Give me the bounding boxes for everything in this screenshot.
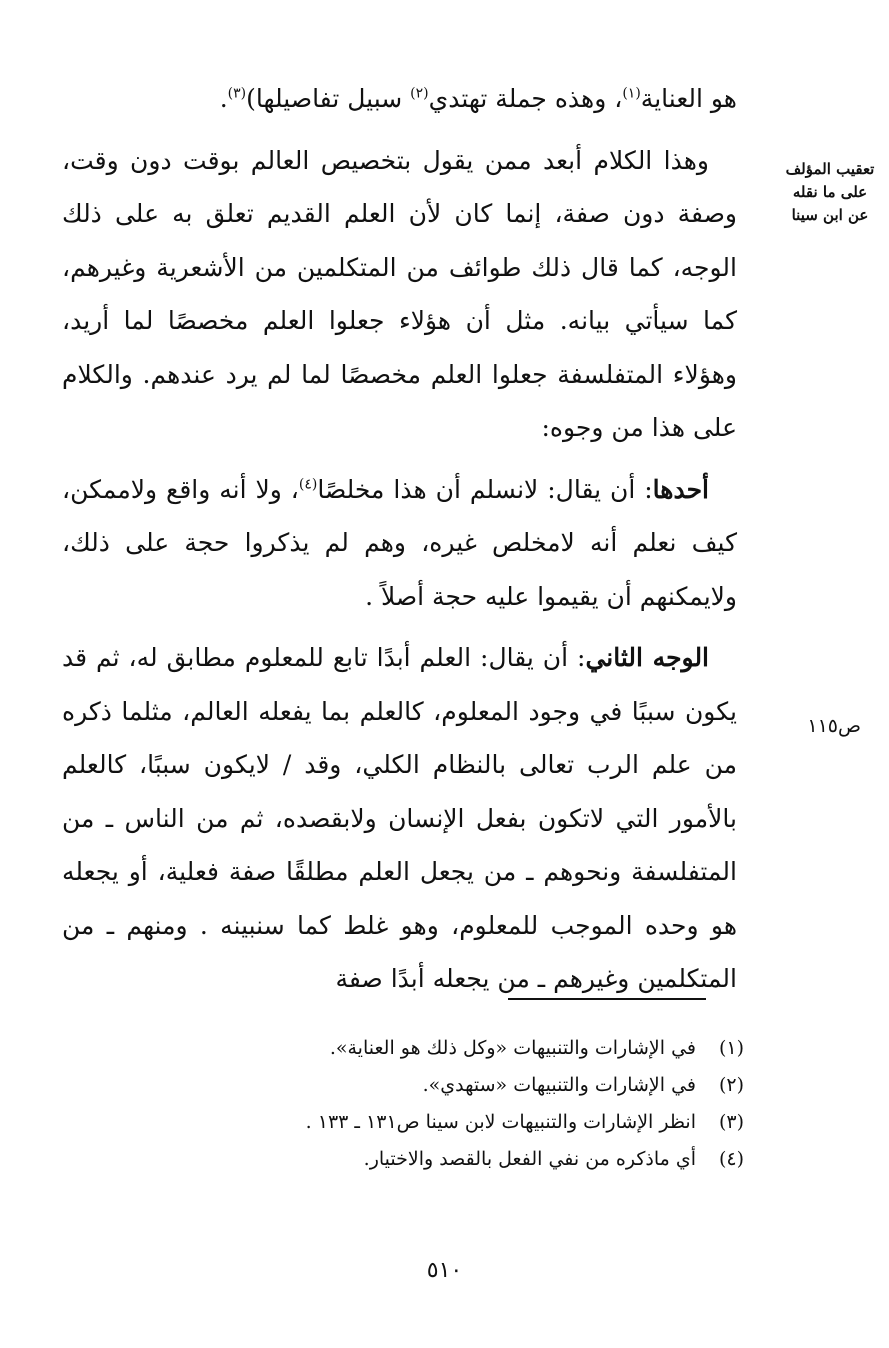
footnote: [150, 1030, 744, 1067]
footnote-divider: [508, 998, 706, 1000]
paragraph-1: [62, 72, 737, 126]
paragraph-4-lead: الوجه الثاني: [585, 643, 710, 672]
footnote-number: (٤): [718, 1148, 744, 1170]
footnote: [150, 1067, 744, 1104]
footnote: [150, 1104, 744, 1141]
paragraph-3-lead: أحدها: [652, 474, 709, 504]
paragraph-1-text-b: ، وهذه جملة تهتدي: [428, 84, 623, 113]
paragraph-2-text: وهذا الكلام أبعد ممن يقول بتخصيص العالم بوقت دون وقت، وصفة دون صفة، إنما كان لأن العلم القديم تعلق به على ذلك الوجه، كما قال ذلك طوائف من المتكلمين من الأشعرية وغيرهم، كما سيأتي بيانه. مثل أن هؤلاء جعلوا العلم مخصصًا لما أريد، وهؤلاء المتفلسفة جعلوا العلم مخصصًا لما لم يرد عندهم. والكلام على هذا من وجوه:: [62, 145, 737, 442]
footnote-text: أي ماذكره من نفي الفعل بالقصد والاختيار.: [363, 1148, 696, 1170]
footnote-number: (٣): [718, 1111, 744, 1133]
paragraph-4-text: : أن يقال: العلم أبدًا تابع للمعلوم مطابق له، ثم قد يكون سببًا في وجود المعلوم، كالعلم بما يفعله العالم، مثلما ذكره من علم الرب تعالى بالنظام الكلي، وقد / لايكون سببًا، كالعلم بالأمور التي لاتكون بفعل الإنسان ولابقصده، ثم من الناس ـ من المتفلسفة ونحوهم ـ من يجعل العلم مطلقًا صفة فعلية، أو يجعله هو وحده الموجب للمعلوم، وهو غلط كما سنبينه . ومنهم ـ من المتكلمين وغيرهم ـ من يجعله أبدًا صفة: [62, 643, 738, 993]
footnote-text: في الإشارات والتنبيهات «ستهدي».: [422, 1074, 696, 1096]
margin-page-reference: ص١١٥: [807, 715, 861, 737]
footnote-ref-3: (٣): [227, 85, 247, 102]
page-number: ٥١٠: [426, 1258, 463, 1283]
paragraph-3: [62, 463, 737, 624]
paragraph-1-text-a: هو العناية: [640, 84, 737, 113]
footnote-ref-1: (١): [622, 85, 641, 102]
footnote-ref-2: (٢): [410, 85, 429, 102]
paragraph-1-text-d: .: [219, 84, 228, 113]
margin-note: تعقيب المؤلف على ما نقله عن ابن سينا: [785, 160, 875, 224]
main-text: [62, 72, 737, 1006]
footnote-number: (٢): [718, 1074, 744, 1096]
footnotes: [150, 1030, 744, 1178]
footnote: [150, 1141, 744, 1178]
footnote-text: انظر الإشارات والتنبيهات لابن سينا ص١٣١ ـ ١٣٣ .: [305, 1111, 696, 1133]
paragraph-4: [62, 631, 737, 1006]
paragraph-2: [62, 134, 737, 455]
footnote-ref-4: (٤): [298, 476, 318, 493]
paragraph-3-text-a: : أن يقال: لانسلم أن هذا مخلصًا: [317, 474, 653, 504]
paragraph-1-text-c: سبيل تفاصيلها): [246, 84, 411, 113]
footnote-text: في الإشارات والتنبيهات «وكل ذلك هو العناية».: [329, 1037, 696, 1059]
footnote-number: (١): [718, 1037, 744, 1059]
paragraph-3-text-b: ، ولا أنه واقع ولاممكن، كيف نعلم أنه لامخلص غيره، وهم لم يذكروا حجة على ذلك، ولايمكنهم أن يقيموا عليه حجة أصلاً .: [62, 474, 737, 611]
